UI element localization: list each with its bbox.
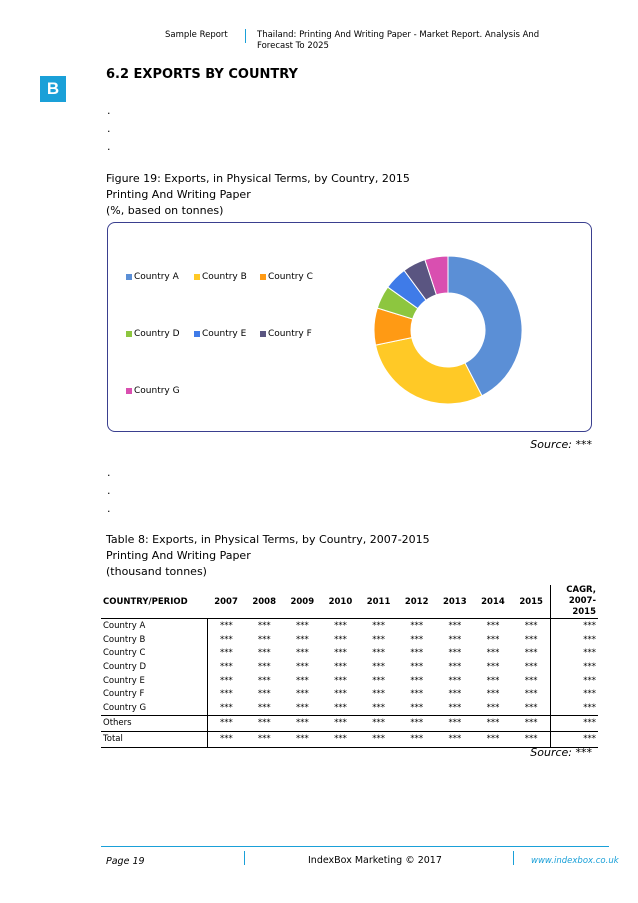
table-header-cell: 2010 — [321, 585, 359, 619]
cagr-cell: *** — [551, 715, 598, 731]
table-cell: *** — [334, 675, 347, 686]
footer-divider — [101, 846, 609, 847]
table-cell: *** — [372, 675, 385, 686]
table-cell: *** — [448, 675, 462, 686]
table-cell: *** — [219, 634, 233, 645]
table-cell: *** — [295, 702, 309, 713]
table-cell: *** — [524, 620, 538, 631]
table-cell: *** — [257, 648, 271, 659]
legend-swatch — [194, 274, 200, 280]
table-header-cell: 2013 — [436, 585, 474, 619]
table-cell: *** — [436, 731, 474, 747]
table-row — [101, 674, 598, 688]
table-cell: *** — [283, 731, 321, 747]
table-cell: *** — [360, 731, 398, 747]
table-cell: *** — [372, 648, 385, 659]
legend-swatch — [126, 331, 132, 337]
cagr-cell: *** — [551, 701, 598, 715]
header-title — [257, 30, 587, 52]
legend-item — [126, 329, 180, 339]
table-cell: *** — [524, 675, 538, 686]
legend-label: Country F — [268, 329, 312, 339]
table-cell: *** — [486, 675, 500, 686]
table-cell: *** — [257, 634, 271, 645]
table-cell: *** — [207, 731, 245, 747]
table-cell: *** — [219, 648, 233, 659]
table-cell: *** — [512, 731, 551, 747]
table-cell: *** — [524, 661, 538, 672]
table-cell: *** — [372, 620, 385, 631]
legend-label: Country A — [134, 272, 179, 282]
cagr-cell: *** — [551, 633, 598, 647]
table-cell: *** — [257, 661, 271, 672]
section-title: 6.2 EXPORTS BY COUNTRY — [106, 67, 298, 82]
row-label: Others — [101, 715, 207, 731]
cagr-cell: *** — [551, 619, 598, 633]
table-cell: *** — [410, 702, 424, 713]
table-cell: *** — [398, 731, 436, 747]
legend-swatch — [194, 331, 200, 337]
table-cell: *** — [321, 715, 359, 731]
table-cell: *** — [512, 715, 551, 731]
ellipsis-dot: . — [107, 484, 111, 497]
table-cell: *** — [295, 689, 309, 700]
table-cell: *** — [334, 689, 347, 700]
table-cell: *** — [207, 715, 245, 731]
header-title-line2: Forecast To 2025 — [257, 41, 329, 51]
table-row — [101, 715, 598, 731]
table-cell: *** — [398, 715, 436, 731]
table-body — [101, 619, 598, 748]
table-cell: *** — [524, 648, 538, 659]
donut-chart — [373, 255, 523, 405]
legend-item — [260, 272, 313, 282]
figure-caption — [106, 171, 410, 219]
table-cell: *** — [295, 661, 309, 672]
cagr-cell: *** — [551, 646, 598, 660]
figure-source: Source: *** — [530, 438, 592, 451]
table-cell: *** — [410, 689, 424, 700]
legend-label: Country B — [202, 272, 247, 282]
cagr-cell: *** — [551, 674, 598, 688]
table-cell: *** — [245, 715, 283, 731]
table-header-cell: 2007 — [207, 585, 245, 619]
table-header-cell: 2015 — [512, 585, 551, 619]
table-cell: *** — [410, 675, 424, 686]
legend-label: Country E — [202, 329, 247, 339]
table-cell: *** — [486, 661, 500, 672]
table-cell: *** — [524, 689, 538, 700]
table-cell: *** — [295, 620, 309, 631]
table-row — [101, 660, 598, 674]
footer-divider-left — [244, 851, 245, 865]
header-title-line1: Thailand: Printing And Writing Paper - Market Report. Analysis And — [257, 30, 540, 40]
ellipsis-dot: . — [107, 140, 111, 153]
table-cell: *** — [486, 620, 500, 631]
table-cell: *** — [448, 620, 462, 631]
table-cell: *** — [334, 702, 347, 713]
table-cell: *** — [410, 620, 424, 631]
table-header-cell: 2008 — [245, 585, 283, 619]
row-label: Country G — [101, 701, 207, 715]
table-cell: *** — [295, 648, 309, 659]
ellipsis-dot: . — [107, 104, 111, 117]
table-cell: *** — [486, 648, 500, 659]
table-cell: *** — [219, 675, 233, 686]
table-header-cell: 2012 — [398, 585, 436, 619]
table-cell: *** — [334, 661, 347, 672]
donut-slice — [376, 338, 482, 404]
table-cell: *** — [372, 634, 385, 645]
page-number: Page 19 — [106, 856, 145, 867]
figure-caption-line3: (%, based on tonnes) — [106, 204, 224, 217]
row-label: Country F — [101, 687, 207, 701]
table-header-row — [101, 585, 598, 619]
legend-swatch — [260, 331, 266, 337]
legend-swatch — [260, 274, 266, 280]
cagr-header-line: 2015 — [572, 607, 596, 617]
table-cell: *** — [334, 620, 347, 631]
legend-label: Country C — [268, 272, 313, 282]
table-cell: *** — [334, 634, 347, 645]
table-cell: *** — [321, 731, 359, 747]
legend-item — [260, 329, 312, 339]
cagr-header-cell — [551, 585, 598, 619]
ellipsis-dot: . — [107, 502, 111, 515]
table-cell: *** — [486, 689, 500, 700]
cagr-header-line: CAGR, — [566, 585, 596, 595]
table-source: Source: *** — [530, 746, 592, 759]
table-cell: *** — [448, 689, 462, 700]
chart-frame — [107, 222, 592, 432]
cagr-cell: *** — [551, 660, 598, 674]
footer-divider-right — [513, 851, 514, 865]
table-cell: *** — [372, 661, 385, 672]
legend-item — [194, 272, 247, 282]
table-cell: *** — [436, 715, 474, 731]
table-header-cell: 2009 — [283, 585, 321, 619]
figure-caption-line2: Printing And Writing Paper — [106, 188, 251, 201]
table-cell: *** — [283, 715, 321, 731]
legend-item — [126, 272, 179, 282]
table-cell: *** — [448, 661, 462, 672]
table-cell: *** — [410, 648, 424, 659]
table-cell: *** — [524, 702, 538, 713]
table-header-cell: 2011 — [360, 585, 398, 619]
table-cell: *** — [257, 689, 271, 700]
legend-swatch — [126, 388, 132, 394]
footer-copyright: IndexBox Marketing © 2017 — [308, 855, 442, 866]
legend-swatch — [126, 274, 132, 280]
table-cell: *** — [334, 648, 347, 659]
table-cell: *** — [372, 702, 385, 713]
table-row — [101, 687, 598, 701]
table-cell: *** — [257, 675, 271, 686]
table-cell: *** — [410, 634, 424, 645]
table-cell: *** — [524, 634, 538, 645]
table-cell: *** — [295, 675, 309, 686]
table-row — [101, 731, 598, 747]
footer-url[interactable]: www.indexbox.co.uk — [531, 856, 619, 866]
table-caption-line3: (thousand tonnes) — [106, 565, 207, 578]
table-cell: *** — [448, 648, 462, 659]
row-label: Total — [101, 731, 207, 747]
legend-item — [194, 329, 246, 339]
table-caption-line2: Printing And Writing Paper — [106, 549, 251, 562]
table-cell: *** — [257, 620, 271, 631]
row-label: Country A — [101, 619, 207, 633]
row-label: Country C — [101, 646, 207, 660]
figure-caption-line1: Figure 19: Exports, in Physical Terms, by Country, 2015 — [106, 172, 410, 185]
table-cell: *** — [295, 634, 309, 645]
table-cell: *** — [219, 661, 233, 672]
table-row — [101, 701, 598, 715]
row-label: Country E — [101, 674, 207, 688]
table-cell: *** — [257, 702, 271, 713]
legend-item — [126, 386, 180, 396]
table-cell: *** — [448, 702, 462, 713]
cagr-header-line: 2007- — [568, 596, 596, 606]
legend-label: Country D — [134, 329, 180, 339]
table-row — [101, 619, 598, 633]
brand-logo: B — [40, 76, 66, 102]
exports-table — [101, 585, 598, 748]
table-cell: *** — [486, 634, 500, 645]
table-header-cell: COUNTRY/PERIOD — [101, 585, 207, 619]
table-cell: *** — [360, 715, 398, 731]
table-row — [101, 646, 598, 660]
table-cell: *** — [486, 702, 500, 713]
table-cell: *** — [474, 715, 512, 731]
table-row — [101, 633, 598, 647]
table-cell: *** — [219, 702, 233, 713]
table-caption-line1: Table 8: Exports, in Physical Terms, by Country, 2007-2015 — [106, 533, 430, 546]
header-left: Sample Report — [165, 30, 228, 40]
ellipsis-dot: . — [107, 122, 111, 135]
table-header-cell: 2014 — [474, 585, 512, 619]
row-label: Country B — [101, 633, 207, 647]
header-divider — [245, 29, 246, 43]
cagr-cell: *** — [551, 687, 598, 701]
row-label: Country D — [101, 660, 207, 674]
table-cell: *** — [219, 689, 233, 700]
table-caption — [106, 532, 430, 580]
table-cell: *** — [245, 731, 283, 747]
ellipsis-dot: . — [107, 466, 111, 479]
cagr-cell: *** — [551, 731, 598, 747]
table-cell: *** — [219, 620, 233, 631]
table-cell: *** — [448, 634, 462, 645]
table-cell: *** — [474, 731, 512, 747]
legend-label: Country G — [134, 386, 180, 396]
table-cell: *** — [410, 661, 424, 672]
table-cell: *** — [372, 689, 385, 700]
